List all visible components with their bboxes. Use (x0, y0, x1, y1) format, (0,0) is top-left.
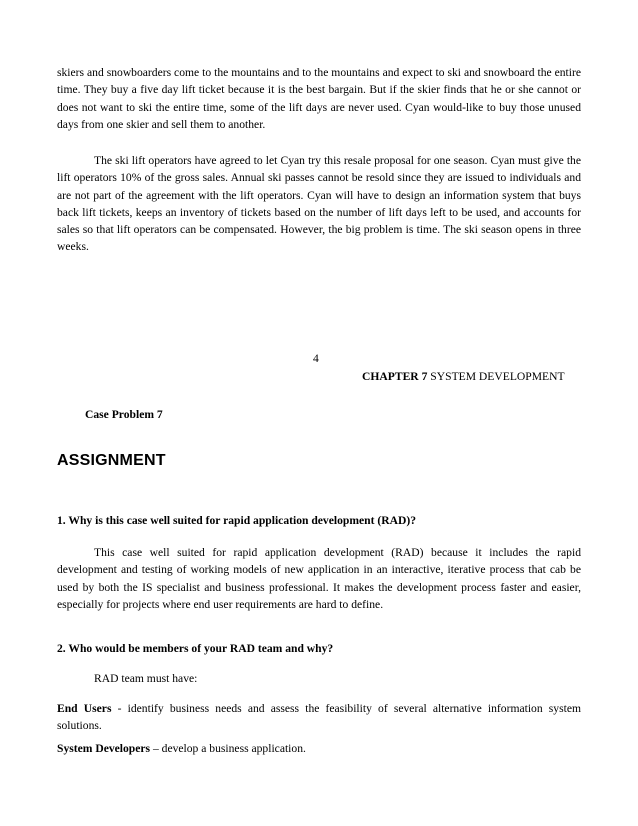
team-member-item (57, 740, 581, 757)
team-member-description: identify business needs and assess the feasibility of several alternative information system solutions. (57, 702, 581, 733)
team-member-separator: - (111, 702, 128, 715)
chapter-title: SYSTEM DEVELOPMENT (430, 370, 565, 383)
answer-2-intro: RAD team must have: (94, 672, 198, 685)
body-paragraph: skiers and snowboarders come to the mountains and to the mountains and expect to ski and snowboard the entire time. They buy a five day lift ticket because it is the best bargain. But if the skier finds that he or she cannot or does not want to ski the entire time, some of the lift days are never used. Cyan would-like to buy those unused days from one skier and sell them to another. (57, 66, 581, 131)
case-problem-label: Case Problem 7 (85, 408, 163, 421)
team-member-term: System Developers (57, 742, 151, 755)
team-member-item (57, 700, 581, 735)
page-number: 4 (313, 352, 319, 365)
team-member-description: develop a business application. (161, 742, 306, 755)
chapter-label: CHAPTER 7 (362, 370, 428, 383)
question-2: 2. Who would be members of your RAD team and why? (57, 642, 334, 655)
question-1: 1. Why is this case well suited for rapid application development (RAD)? (57, 514, 416, 527)
answer-1: This case well suited for rapid application development (RAD) because it includes the rapid development and testing of working models of new application in an interactive, iterative process that cab be used by both the IS specialist and business professional. It makes the development process faster and easier, especially for projects where end user requirements are hard to define. (57, 546, 581, 611)
assignment-heading: ASSIGNMENT (57, 452, 166, 469)
team-member-separator: – (150, 742, 162, 755)
team-member-term: End Users (57, 702, 112, 715)
body-paragraph: The ski lift operators have agreed to let Cyan try this resale proposal for one season. Cyan must give the lift operators 10% of the gross sales. Annual ski passes cannot be resold since they are issued to individuals and are not part of the agreement with the lift operators. Cyan will have to design an information system that buys back lift tickets, keeps an inventory of tickets based on the number of lift days left to be used, and accounts for sales so that lift operators can be compensated. However, the big problem is time. The ski season opens in three weeks. (57, 154, 581, 254)
chapter-header (362, 370, 565, 383)
